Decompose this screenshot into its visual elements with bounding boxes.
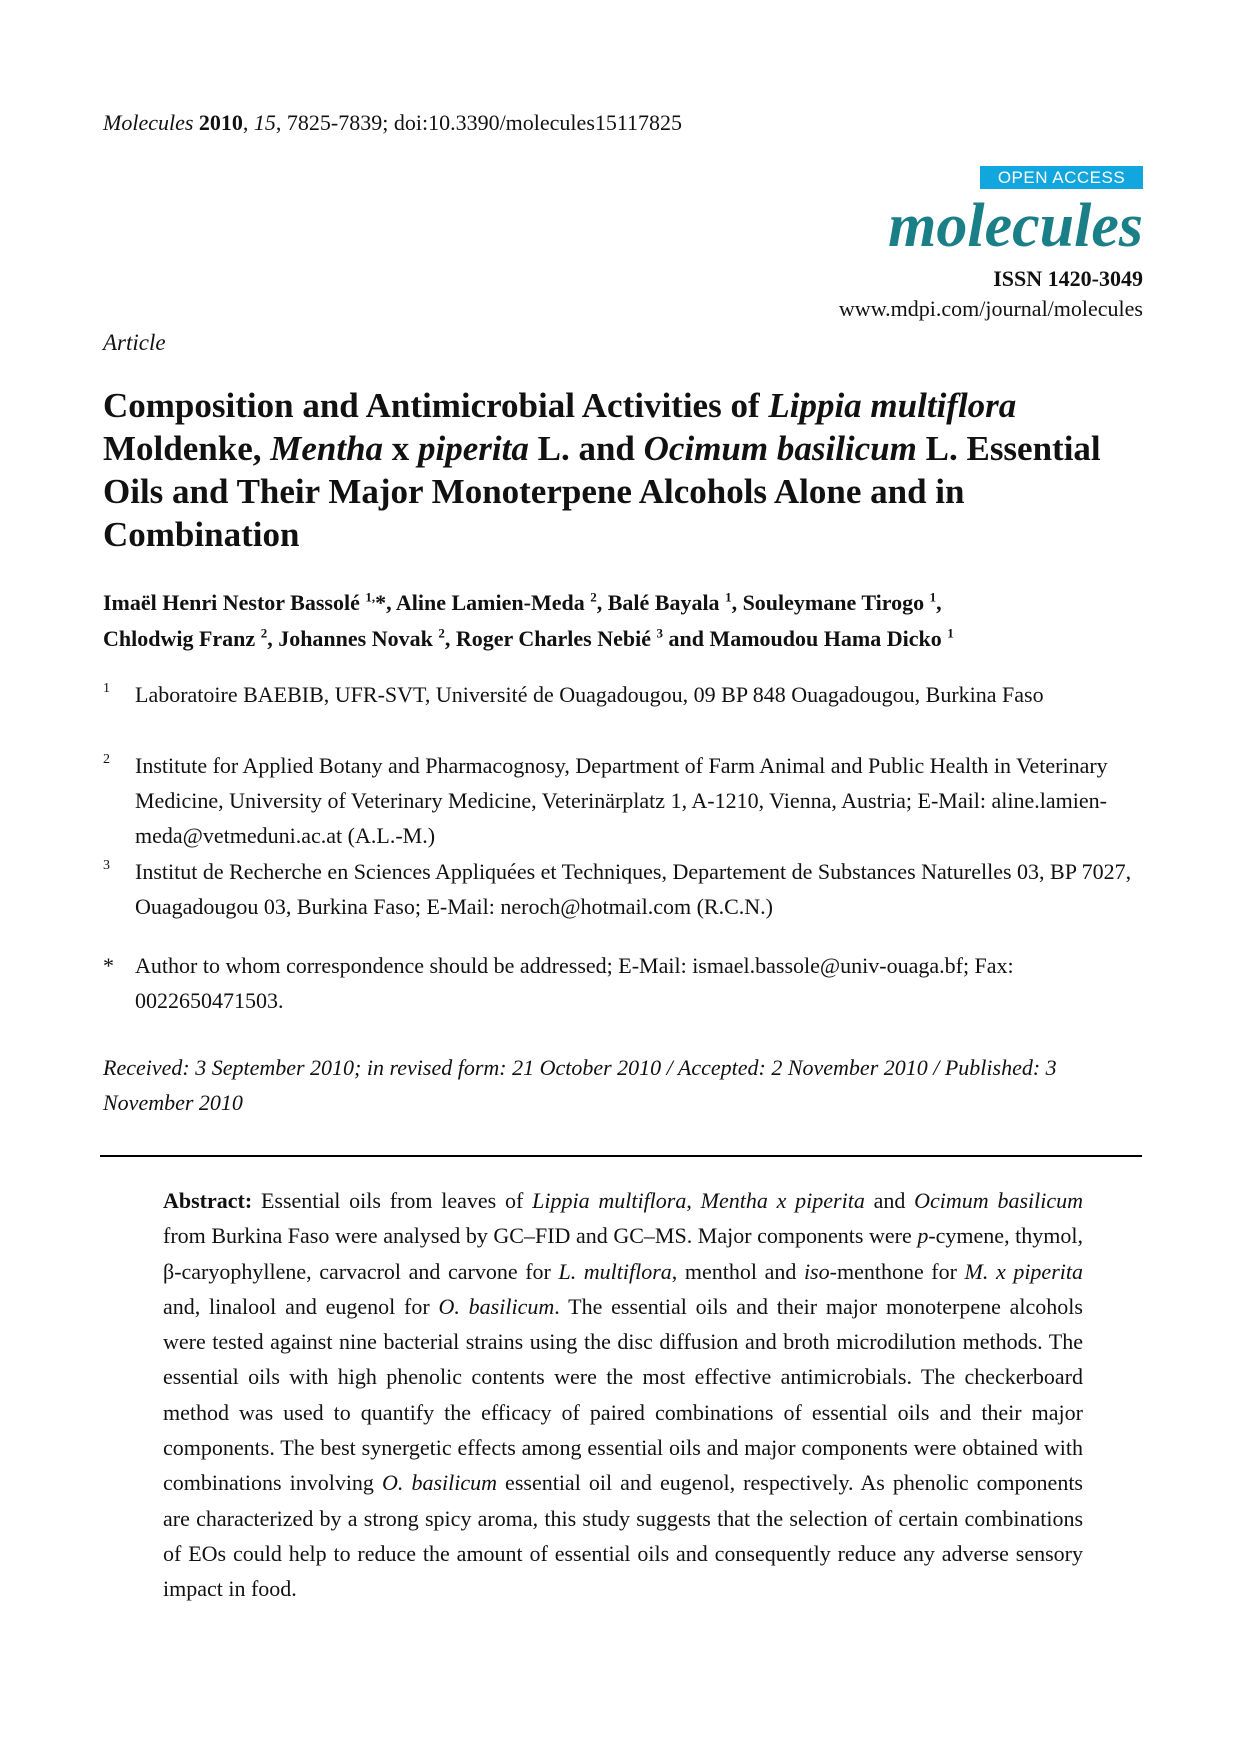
abstract-text: , menthol and bbox=[671, 1258, 804, 1284]
affiliation-text: Institut de Recherche en Sciences Appliquées et Techniques, Departement de Substances Naturelles 03, BP 7027, Ouagadougou 03, Burkina Faso; E-Mail: neroch@hotmail.com (R.C.N.) bbox=[135, 859, 1132, 919]
author-name: Souleymane Tirogo bbox=[742, 590, 930, 615]
author-name: Chlodwig Franz bbox=[103, 626, 261, 651]
affiliation-text: Laboratoire BAEBIB, UFR-SVT, Université de Ouagadougou, 09 BP 848 Ouagadougou, Burkina Faso bbox=[135, 682, 1044, 707]
article-type: Article bbox=[103, 330, 166, 355]
abstract-italic-term: p bbox=[917, 1223, 929, 1249]
title-species: Lippia multiflora bbox=[768, 386, 1017, 425]
title-species: Ocimum basilicum bbox=[643, 429, 917, 468]
abstract-italic-term: Lippia multiflora bbox=[532, 1188, 687, 1213]
author-name: Balé Bayala bbox=[607, 590, 726, 615]
abstract-italic-term: Ocimum basilicum bbox=[914, 1188, 1084, 1213]
author-name: Roger Charles Nebié bbox=[455, 626, 657, 651]
abstract-text: essential oil and eugenol, respectively. As phenolic components are characterized by a strong spicy aroma, this study suggests that the selection of certain combinations of EOs could help to reduce the amount of essential oils and consequently reduce any adverse sensory impact in food. bbox=[163, 1470, 1083, 1602]
correspondence-mark: * bbox=[103, 953, 114, 978]
abstract-body bbox=[163, 1188, 1083, 1601]
citation-journal: Molecules bbox=[103, 110, 194, 135]
abstract-text: Essential oils from leaves of bbox=[252, 1188, 533, 1213]
journal-url[interactable]: www.mdpi.com/journal/molecules bbox=[838, 296, 1143, 321]
title-species: Mentha bbox=[270, 429, 384, 468]
author-affil-mark: 3 bbox=[656, 625, 663, 641]
author-affil-mark: 1 bbox=[947, 625, 954, 641]
author-name: Aline Lamien-Meda bbox=[395, 590, 591, 615]
title-species: piperita bbox=[418, 429, 529, 468]
correspondence-note bbox=[103, 948, 1143, 1018]
author-sep: and bbox=[662, 626, 710, 651]
journal-logo: molecules bbox=[888, 192, 1143, 260]
author-sep: *, bbox=[375, 590, 396, 615]
title-part: L. Essential Oils and Their Major Monoterpene Alcohols Alone and in Combination bbox=[103, 429, 1101, 554]
author-name: Imaël Henri Nestor Bassolé bbox=[103, 590, 366, 615]
abstract-italic-term: O. basilicum bbox=[382, 1470, 497, 1496]
author-affil-mark: 1 bbox=[929, 589, 937, 605]
open-access-badge: OPEN ACCESS bbox=[980, 166, 1143, 189]
author-sep: , bbox=[731, 590, 743, 615]
abstract-italic-term: M. x piperita bbox=[964, 1258, 1083, 1284]
author-sep: , bbox=[267, 626, 279, 651]
affiliation-1 bbox=[103, 677, 1143, 712]
affiliation-number: 1 bbox=[103, 681, 110, 696]
abstract-text: and, linalool and eugenol for bbox=[163, 1293, 439, 1319]
citation-pages-doi: , 7825-7839; doi:10.3390/molecules15117825 bbox=[275, 110, 683, 135]
publication-dates: Received: 3 September 2010; in revised form: 21 October 2010 / Accepted: 2 November 2010 / Published: 3 November 2010 bbox=[103, 1055, 1057, 1115]
abstract-text: from Burkina Faso were analysed by GC–FID and GC–MS. Major components were bbox=[163, 1223, 918, 1249]
abstract-italic-term: L. multiflora bbox=[558, 1258, 672, 1284]
author-name: Johannes Novak bbox=[278, 626, 439, 651]
author-affil-mark: 2 bbox=[590, 589, 597, 605]
citation-volume: 15 bbox=[253, 110, 276, 135]
paper-title bbox=[103, 384, 1143, 556]
abstract-italic-term: iso bbox=[803, 1258, 830, 1284]
title-part: Composition and Antimicrobial Activities of bbox=[103, 386, 769, 425]
abstract-italic-term: O. basilicum bbox=[438, 1293, 555, 1319]
abstract-text: . The essential oils and their major monoterpene alcohols were tested against nine bacterial strains using the disc diffusion and broth microdilution methods. The essential oils with high phenolic contents were the most effective antimicrobials. The checkerboard method was used to quantify the efficacy of paired combinations of essential oils and their major components. The best synergetic effects among essential oils and major components were obtained with combinations involving bbox=[163, 1293, 1083, 1496]
abstract-text: -cymene, thymol, β-caryophyllene, carvacrol and carvone for bbox=[163, 1223, 1083, 1284]
abstract-label: Abstract: bbox=[163, 1188, 253, 1213]
author-affil-mark: 1 bbox=[725, 589, 732, 605]
title-part: L. and bbox=[528, 429, 644, 468]
author-list bbox=[103, 585, 1143, 657]
abstract-text: , bbox=[686, 1188, 701, 1213]
citation-year: 2010 bbox=[198, 110, 243, 135]
affiliation-3 bbox=[103, 854, 1143, 924]
affiliation-text: Institute for Applied Botany and Pharmacognosy, Department of Farm Animal and Public Health in Veterinary Medicine, University of Veterinary Medicine, Veterinärplatz 1, A-1210, Vienna, Austria; E-Mail: aline.lamien-meda@vetmeduni.ac.at (A.L.-M.) bbox=[135, 753, 1108, 848]
affiliation-number: 2 bbox=[103, 752, 110, 767]
abstract-text: and bbox=[864, 1188, 915, 1213]
correspondence-text: Author to whom correspondence should be addressed; E-Mail: ismael.bassole@univ-ouaga.bf; Fax: 0022650471503. bbox=[135, 953, 1014, 1013]
abstract-text: -menthone for bbox=[829, 1258, 965, 1284]
affiliation-2 bbox=[103, 748, 1143, 853]
author-name: Mamoudou Hama Dicko bbox=[709, 626, 948, 651]
affiliation-number: 3 bbox=[103, 858, 110, 873]
title-part: x bbox=[383, 429, 419, 468]
author-sep: , bbox=[596, 590, 608, 615]
citation-line: Molecules 2010, 15, 7825-7839; doi:10.3390/molecules15117825 bbox=[103, 110, 683, 135]
abstract-italic-term: Mentha x piperita bbox=[700, 1188, 865, 1213]
abstract bbox=[163, 1183, 1083, 1607]
author-affil-mark: 2 bbox=[438, 625, 445, 641]
title-part: Moldenke, bbox=[103, 429, 271, 468]
author-affil-mark: 1, bbox=[365, 589, 376, 605]
author-sep: , bbox=[936, 590, 942, 615]
section-divider bbox=[100, 1155, 1142, 1157]
author-affil-mark: 2 bbox=[260, 625, 268, 641]
author-sep: , bbox=[444, 626, 456, 651]
issn: ISSN 1420-3049 bbox=[993, 266, 1143, 291]
